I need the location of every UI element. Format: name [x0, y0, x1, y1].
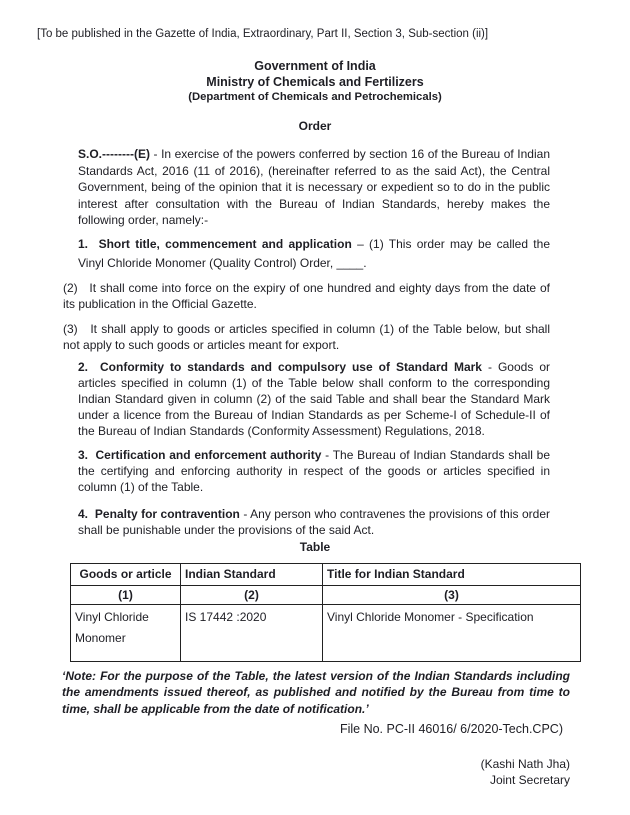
column-header-standard: Indian Standard [181, 563, 323, 585]
clause-3-text: - The Bureau of Indian Standards shall be the certifying and enforcing authority in respect of the goods or articles specified in column (1) of the Table. [78, 447, 550, 494]
clause-4-paragraph [78, 506, 550, 538]
department-title: (Department of Chemicals and Petrochemicals) [188, 91, 442, 103]
column-header-goods: Goods or article [71, 563, 181, 585]
clause-4-text: - Any person who contravenes the provisions of this order shall be punishable under the provisions of the said Act. [78, 506, 550, 537]
so-text: - In exercise of the powers conferred by section 16 of the Bureau of Indian Standards Act, 2016 (11 of 2016), (hereinafter referred to as the said Act), the Central Government, being of the opinion that it is necessary or expedient so to do in the public interest after consultation with the Bureau of Indian Standards, hereby makes the following order, namely:- [78, 147, 550, 227]
gazette-publication-line: [To be published in the Gazette of India, Extraordinary, Part II, Section 3, Sub-section (ii)] [37, 28, 489, 40]
signature-block [0, 756, 570, 788]
clause-1-text: – (1) This order may be called the Vinyl Chloride Monomer (Quality Control) Order, ____. [78, 236, 550, 270]
column-number-1: (1) [71, 585, 181, 604]
government-title: Government of India [254, 59, 376, 73]
so-paragraph [78, 146, 550, 229]
clause-2-title: 2. Conformity to standards and compulsory use of Standard Mark [78, 359, 482, 374]
cell-goods-value: Vinyl Chloride Monomer [71, 604, 181, 661]
so-number: S.O.--------(E) [78, 147, 150, 161]
clause-4-title: 4. Penalty for contravention [78, 506, 240, 521]
clause-2-paragraph [78, 359, 550, 439]
org-header-block [0, 59, 630, 105]
note-paragraph: ‘Note: For the purpose of the Table, the latest version of the Indian Standards including the amendments issued thereof, as published and notified by the Bureau from time to time, shall be applicable from the date of notification.’ [62, 668, 570, 716]
table-row [71, 604, 581, 661]
clause-3-title: 3. Certification and enforcement authority [78, 447, 322, 462]
clause-2-text: - Goods or articles specified in column (1) of the Table below shall conform to the corresponding Indian Standard given in column (2) of the said Table and shall bear the Standard Mark under a licence from the Bureau of Indian Standards as per Scheme-I of Schedule-II of the Bureau of Indian Standards (Conformity Assessment) Regulations, 2018. [78, 359, 550, 438]
table-header-row [71, 563, 581, 585]
clause-3-paragraph [78, 447, 550, 495]
file-number: File No. PC-II 46016/ 6/2020-Tech.CPC) [339, 722, 563, 736]
order-heading: Order [298, 119, 332, 133]
column-number-2: (2) [181, 585, 323, 604]
cell-standard-value: IS 17442 :2020 [181, 604, 323, 661]
clause-1-paragraph [78, 235, 550, 273]
table-column-number-row [71, 585, 581, 604]
clause-1-sub-3-paragraph: (3) It shall apply to goods or articles specified in column (1) of the Table below, but shall not apply to such goods or articles meant for export. [63, 321, 550, 352]
signatory-title: Joint Secretary [489, 773, 570, 787]
clause-1-title: 1. Short title, commencement and application [78, 236, 352, 251]
column-header-title: Title for Indian Standard [323, 563, 581, 585]
table-caption: Table [299, 539, 331, 554]
column-number-3: (3) [323, 585, 581, 604]
signatory-name: (Kashi Nath Jha) [480, 757, 570, 771]
ministry-title: Ministry of Chemicals and Fertilizers [206, 74, 424, 89]
cell-title-value: Vinyl Chloride Monomer - Specification [323, 604, 581, 661]
clause-1-sub-2-paragraph: (2) It shall come into force on the expiry of one hundred and eighty days from the date of its publication in the Official Gazette. [63, 280, 550, 311]
standards-table [70, 563, 581, 662]
